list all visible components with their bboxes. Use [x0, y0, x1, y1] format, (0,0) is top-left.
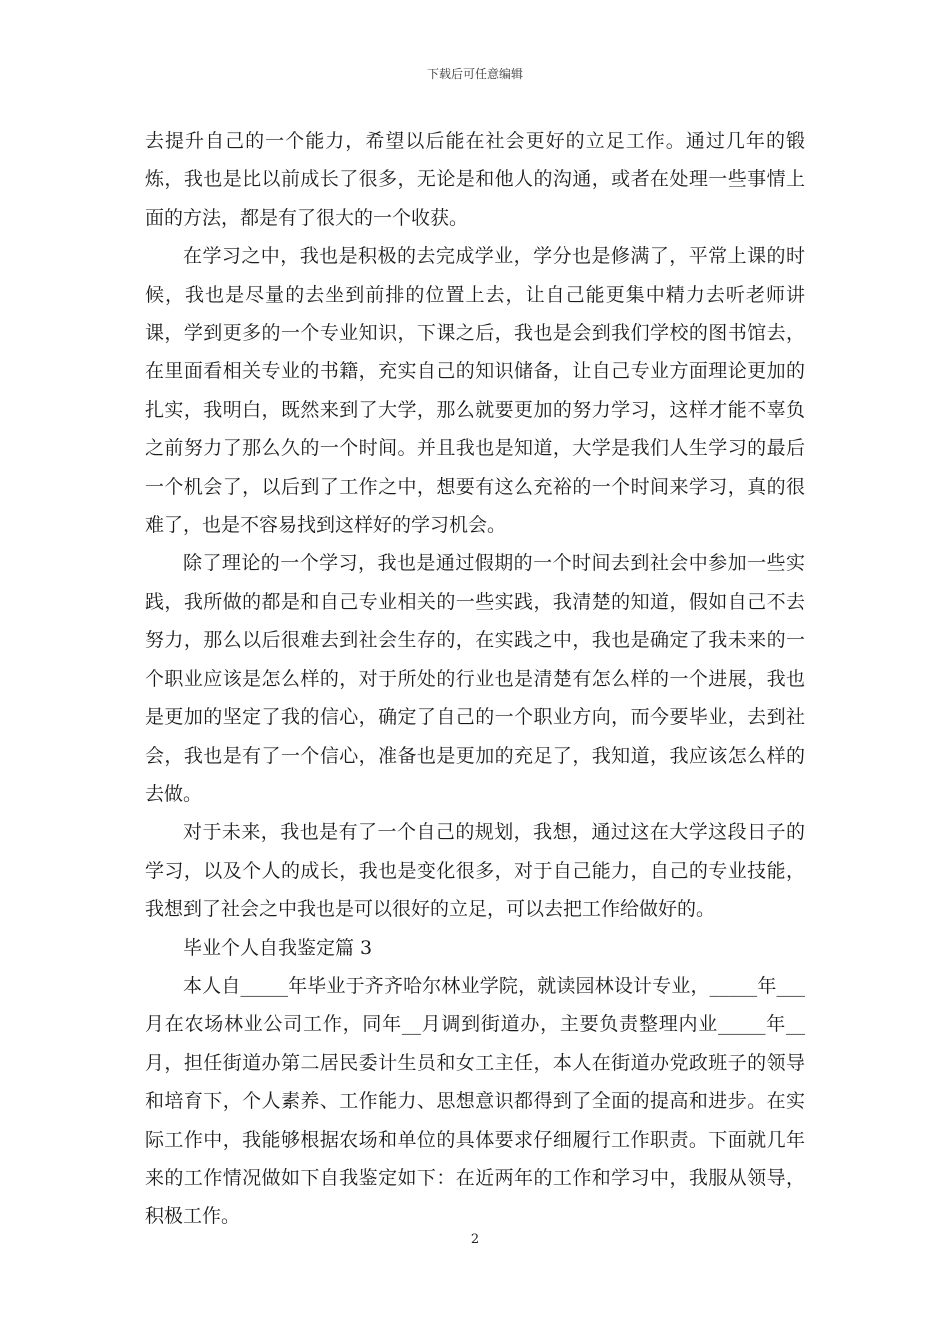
- section-heading: 毕业个人自我鉴定篇 3: [183, 936, 373, 959]
- paragraph-continuation: 去提升自己的一个能力，希望以后能在社会更好的立足工作。通过几年的锻炼，我也是比以前成长了很多，无论是和他人的沟通，或者在处理一些事情上面的方法，都是有了很大的一个收获。: [145, 130, 805, 229]
- document-body: [145, 122, 805, 1236]
- page-number: 2: [470, 1232, 480, 1247]
- paragraph-practice: 除了理论的一个学习，我也是通过假期的一个时间去到社会中参加一些实践，我所做的都是和自己专业相关的一些实践，我清楚的知道，假如自己不去努力，那么以后很难去到社会生存的，在实践之中，我也是确定了我未来的一个职业应该是怎么样的，对于所处的行业也是清楚有怎么样的一个进展，我也是更加的坚定了我的信心，确定了自己的一个职业方向，而今要毕业，去到社会，我也是有了一个信心，准备也是更加的充足了，我知道，我应该怎么样的去做。: [145, 552, 805, 805]
- paragraph-future: 对于未来，我也是有了一个自己的规划，我想，通过这在大学这段日子的学习，以及个人的成长，我也是变化很多，对于自己能力，自己的专业技能，我想到了社会之中我也是可以很好的立足，可以去把工作给做好的。: [145, 821, 805, 921]
- paragraph-self-introduction: 本人自_____年毕业于齐齐哈尔林业学院，就读园林设计专业，_____年___月在农场林业公司工作，同年__月调到街道办，主要负责整理内业_____年__月，担任街道办第二居民委计生员和女工主任，本人在街道办党政班子的领导和培育下，个人素养、工作能力、思想意识都得到了全面的提高和进步。在实际工作中，我能够根据农场和单位的具体要求仔细履行工作职责。下面就几年来的工作情况做如下自我鉴定如下：在近两年的工作和学习中，我服从领导，积极工作。: [145, 974, 805, 1228]
- paragraph-study: 在学习之中，我也是积极的去完成学业，学分也是修满了，平常上课的时候，我也是尽量的去坐到前排的位置上去，让自己能更集中精力去听老师讲课，学到更多的一个专业知识，下课之后，我也是会到我们学校的图书馆去，在里面看相关专业的书籍，充实自己的知识储备，让自己专业方面理论更加的扎实，我明白，既然来到了大学，那么就要更加的努力学习，这样才能不辜负之前努力了那么久的一个时间。并且我也是知道，大学是我们人生学习的最后一个机会了，以后到了工作之中，想要有这么充裕的一个时间来学习，真的很难了，也是不容易找到这样好的学习机会。: [145, 245, 805, 537]
- page-header-note: 下载后可任意编辑: [426, 67, 523, 81]
